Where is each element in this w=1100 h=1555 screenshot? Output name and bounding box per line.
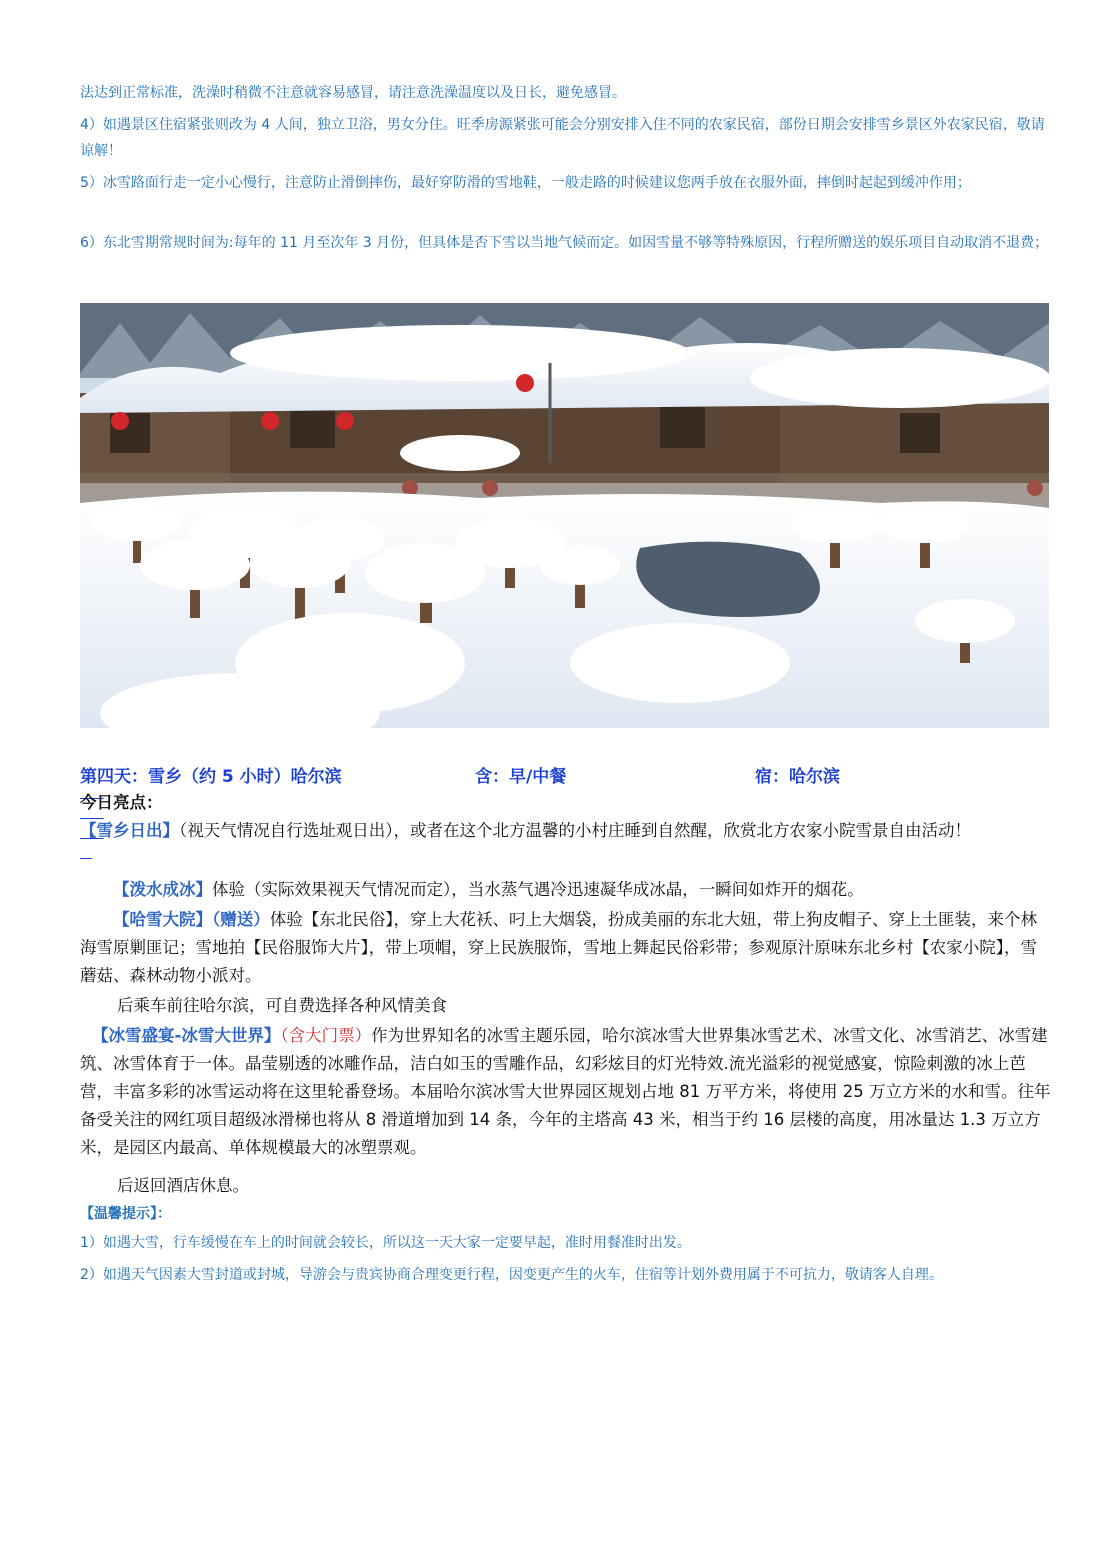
- bottom-tip-1: 1）如遇大雪，行车缓慢在车上的时间就会较长，所以这一天大家一定要早起，准时用餐准时出发。: [80, 1235, 691, 1251]
- day-header: [80, 762, 1060, 788]
- tag-sunrise: 【雪乡日出】: [80, 821, 179, 840]
- paragraph-return-hotel: 后返回酒店休息。: [117, 1176, 249, 1195]
- paragraph-to-harbin: 后乘车前往哈尔滨，可自费选择各种风情美食: [117, 996, 447, 1015]
- snow-village-photo: [80, 303, 1049, 728]
- paragraph-sunrise: [80, 817, 1052, 845]
- text-haxue-yard: 体验【东北民俗】，穿上大花袄、叼上大烟袋，扮成美丽的东北大妞，带上狗皮帽子、穿上土匪装，来个林海雪原剿匪记；雪地拍【民俗服饰大片】，带上项帽，穿上民族服饰，雪地上舞起民俗彩带；参观原汁原味东北乡村【农家小院】，雪蘑菇、森林动物小派对。: [80, 910, 1037, 985]
- day-title: 第四天：雪乡（约 5 小时）哈尔滨: [80, 767, 342, 787]
- highlights-label: 今日亮点：: [80, 793, 163, 812]
- paragraph-haxue-yard: [80, 906, 1052, 990]
- paragraph-ice-world: [80, 1022, 1052, 1162]
- tip-line-3-continued: 法达到正常标准，洗澡时稍微不注意就容易感冒，请注意洗澡温度以及日长，避免感冒。: [80, 85, 626, 101]
- day-meals: 含：早/中餐: [475, 767, 567, 787]
- warm-tips-label: 【温馨提示】：: [80, 1206, 171, 1222]
- text-water-ice: 体验（实际效果视天气情况而定），当水蒸气遇冷迅速凝华成冰晶，一瞬间如炸开的烟花。: [212, 880, 864, 899]
- bottom-tip-2: 2）如遇天气因素大雪封道或封城，导游会与贵宾协商合理变更行程，因变更产生的火车，住宿等计划外费用属于不可抗力，敬请客人自理。: [80, 1267, 943, 1283]
- day-stay: 宿：哈尔滨: [755, 767, 840, 787]
- paragraph-water-ice: [80, 876, 1052, 904]
- tip-item-6: 6）东北雪期常规时间为:每年的 11 月至次年 3 月份，但具体是否下雪以当地气候而定。如因雪量不够等特殊原因，行程所赠送的娱乐项目自动取消不退费；: [80, 235, 1049, 251]
- tip-item-4: 4）如遇景区住宿紧张则改为 4 人间，独立卫浴，男女分住。旺季房源紧张可能会分别安排入住不同的农家民宿，部份日期会安排雪乡景区外农家民宿，敬请谅解！: [80, 117, 1045, 159]
- tip-item-5: 5）冰雪路面行走一定小心慢行，注意防止滑倒摔伤，最好穿防滑的雪地鞋，一般走路的时候建议您两手放在衣服外面，摔倒时起起到缓冲作用；: [80, 175, 971, 191]
- tag-ice-world: 【冰雪盛宴-冰雪大世界】: [92, 1026, 281, 1045]
- text-ice-world: 作为世界知名的冰雪主题乐园，哈尔滨冰雪大世界集冰雪艺术、冰雪文化、冰雪消艺、冰雪建筑、冰雪体育于一体。晶莹剔透的冰雕作品，洁白如玉的雪雕作品，幻彩炫目的灯光特效.流光溢彩的视觉感宴，惊险刺激的冰上芭营，丰富多彩的冰雪运动将在这里轮番登场。本届哈尔滨冰雪大世界园区规划占地 81 万平方米，将使用 25 万立方米的水和雪。往年备受关注的网红项目超级冰滑梯也将从 8 滑道增加到 14 条，今年的主塔高 43 米，相当于约 16 层楼的高度，用冰量达 1.3 万立方米，是园区内最高、单体规模最大的冰塑票观。: [80, 1026, 1051, 1157]
- tag-haxue-yard: 【哈雪大院】（赠送）: [113, 910, 270, 929]
- tag-water-ice: 【泼水成冰】: [113, 880, 212, 899]
- text-sunrise: （视天气情况自行选址观日出），或者在这个北方温馨的小村庄睡到自然醒，欣赏北方农家小院雪景自由活动！: [179, 821, 971, 840]
- tag-ticket-included: （含大门票）: [280, 1026, 372, 1045]
